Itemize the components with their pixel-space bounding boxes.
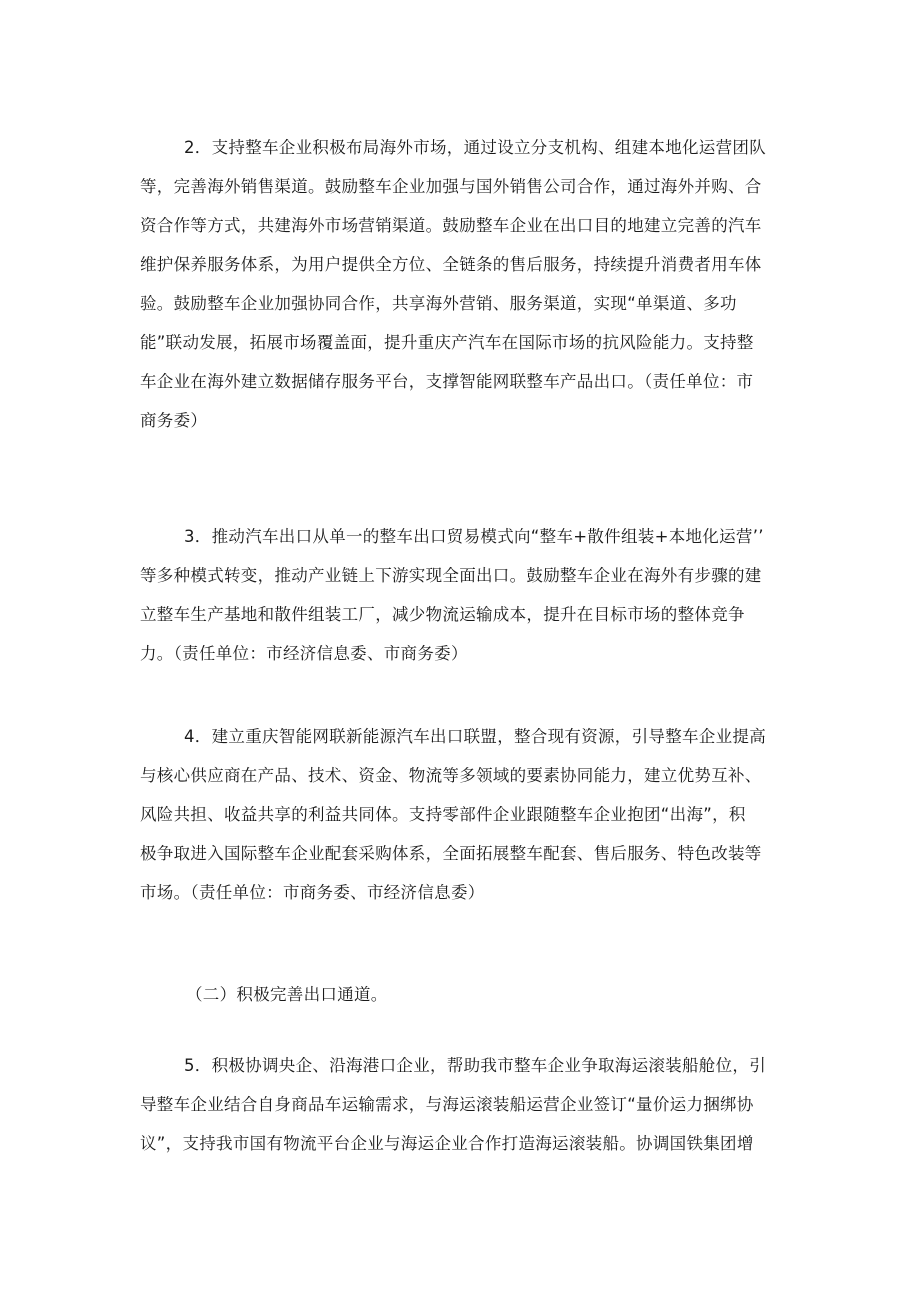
text-line: 力。（责任单位：市经济信息委、市商务委）	[140, 644, 468, 663]
text-line: 等多种模式转变，推动产业链上下游实现全面出口。鼓励整车企业在海外有步骤的建	[140, 566, 762, 585]
text-line: 车企业在海外建立数据储存服务平台，支撑智能网联整车产品出口。（责任单位：市	[140, 372, 754, 391]
text-line: 极争取进入国际整车企业配套采购体系，全面拓展整车配套、售后服务、特色改装等	[140, 844, 762, 863]
text-line: 3．推动汽车出口从单一的整车出口贸易模式向“整车+散件组装+本地化运营’’	[184, 527, 764, 546]
text-line: 维护保养服务体系，为用户提供全方位、全链条的售后服务，持续提升消费者用车体	[140, 255, 762, 274]
text-line: 商务委）	[140, 411, 208, 430]
text-line: 能”联动发展，拓展市场覆盖面，提升重庆产汽车在国际市场的抗风险能力。支持整	[140, 333, 754, 352]
text-line: 与核心供应商在产品、技术、资金、物流等多领域的要素协同能力，建立优势互补、	[140, 766, 762, 785]
paragraph-item-4	[140, 717, 800, 912]
text-line: 资合作等方式，共建海外市场营销渠道。鼓励整车企业在出口目的地建立完善的汽车	[140, 216, 762, 235]
text-line: 4．建立重庆智能网联新能源汽车出口联盟，整合现有资源，引导整车企业提高	[184, 727, 766, 746]
text-line: 2．支持整车企业积极布局海外市场，通过设立分支机构、组建本地化运营团队	[184, 138, 766, 157]
section-heading: （二）积极完善出口通道。	[186, 985, 388, 1004]
text-line: 市场。（责任单位：市商务委、市经济信息委）	[140, 883, 485, 902]
text-line: 导整车企业结合自身商品车运输需求，与海运滚装船运营企业签订“量价运力捆绑协	[140, 1095, 754, 1114]
text-line: 验。鼓励整车企业加强协同合作，共享海外营销、服务渠道，实现“单渠道、多功	[140, 294, 737, 313]
text-line: 立整车生产基地和散件组装工厂，减少物流运输成本，提升在目标市场的整体竞争	[140, 605, 745, 624]
text-line: 5．积极协调央企、沿海港口企业，帮助我市整车企业争取海运滚装船舱位，引	[184, 1056, 766, 1075]
text-line: 等，完善海外销售渠道。鼓励整车企业加强与国外销售公司合作，通过海外并购、合	[140, 177, 762, 196]
text-line: 风险共担、收益共享的利益共同体。支持零部件企业跟随整车企业抱团“出海”，积	[140, 805, 746, 824]
paragraph-item-2	[140, 128, 800, 440]
paragraph-item-3	[140, 517, 800, 673]
paragraph-item-5	[140, 1046, 800, 1163]
text-line: 议”，支持我市国有物流平台企业与海运企业合作打造海运滚装船。协调国铁集团增	[140, 1134, 754, 1153]
